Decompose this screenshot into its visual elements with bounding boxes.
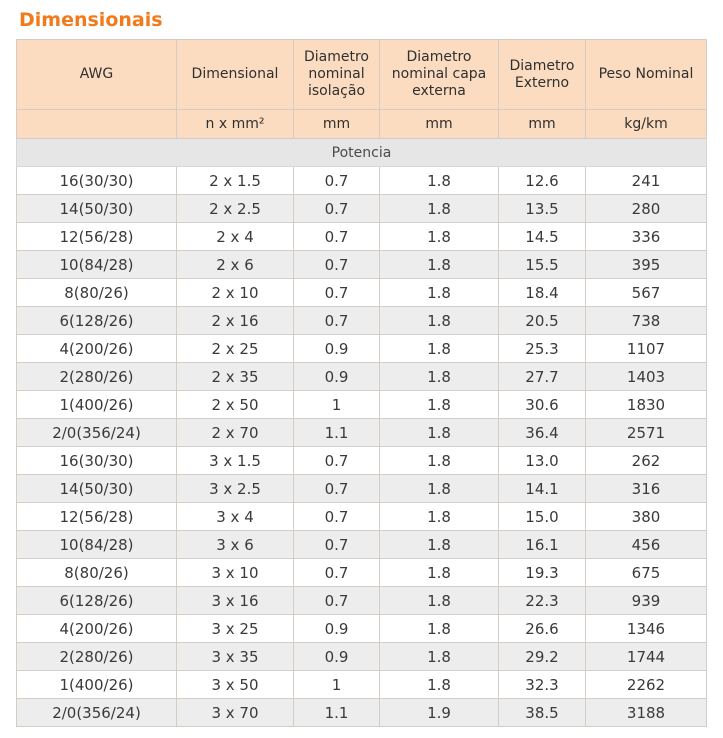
unit-diametro-externo: mm: [499, 110, 586, 139]
cell-awg: 16(30/30): [17, 167, 177, 195]
cell-peso-nominal: 1403: [586, 363, 707, 391]
cell-diametro-externo: 16.1: [499, 531, 586, 559]
cell-diametro-externo: 15.5: [499, 251, 586, 279]
table-row: [17, 503, 707, 531]
cell-awg: 1(400/26): [17, 391, 177, 419]
cell-diametro-isolacao: 0.7: [294, 251, 380, 279]
cell-diametro-capa: 1.8: [380, 391, 499, 419]
table-row: [17, 195, 707, 223]
cell-diametro-capa: 1.8: [380, 195, 499, 223]
cell-diametro-capa: 1.8: [380, 447, 499, 475]
cell-dimensional: 2 x 35: [177, 363, 294, 391]
cell-peso-nominal: 316: [586, 475, 707, 503]
cell-peso-nominal: 675: [586, 559, 707, 587]
units-row: [17, 110, 707, 139]
table-row: [17, 279, 707, 307]
table-header: [17, 40, 707, 139]
table-row: [17, 391, 707, 419]
cell-diametro-isolacao: 0.9: [294, 363, 380, 391]
table-row: [17, 223, 707, 251]
table-row: [17, 363, 707, 391]
dimensions-table: [16, 39, 707, 727]
header-awg: AWG: [17, 40, 177, 110]
cell-awg: 2/0(356/24): [17, 419, 177, 447]
cell-awg: 12(56/28): [17, 223, 177, 251]
cell-peso-nominal: 456: [586, 531, 707, 559]
cell-peso-nominal: 567: [586, 279, 707, 307]
cell-diametro-capa: 1.8: [380, 643, 499, 671]
header-peso-nominal: Peso Nominal: [586, 40, 707, 110]
cell-diametro-isolacao: 0.7: [294, 447, 380, 475]
cell-diametro-externo: 38.5: [499, 699, 586, 727]
cell-awg: 6(128/26): [17, 307, 177, 335]
table-row: [17, 559, 707, 587]
cell-peso-nominal: 939: [586, 587, 707, 615]
cell-diametro-externo: 15.0: [499, 503, 586, 531]
cell-diametro-isolacao: 0.9: [294, 335, 380, 363]
cell-diametro-isolacao: 0.7: [294, 559, 380, 587]
cell-diametro-capa: 1.8: [380, 335, 499, 363]
cell-diametro-capa: 1.8: [380, 587, 499, 615]
cell-awg: 12(56/28): [17, 503, 177, 531]
unit-awg: [17, 110, 177, 139]
cell-diametro-capa: 1.8: [380, 279, 499, 307]
cell-peso-nominal: 2262: [586, 671, 707, 699]
cell-awg: 10(84/28): [17, 251, 177, 279]
cell-diametro-isolacao: 0.7: [294, 307, 380, 335]
cell-diametro-isolacao: 0.7: [294, 503, 380, 531]
cell-diametro-isolacao: 0.7: [294, 587, 380, 615]
cell-diametro-externo: 22.3: [499, 587, 586, 615]
cell-dimensional: 2 x 25: [177, 335, 294, 363]
table-row: [17, 671, 707, 699]
cell-dimensional: 2 x 70: [177, 419, 294, 447]
cell-dimensional: 2 x 16: [177, 307, 294, 335]
cell-diametro-isolacao: 0.7: [294, 531, 380, 559]
cell-peso-nominal: 1830: [586, 391, 707, 419]
cell-peso-nominal: 241: [586, 167, 707, 195]
cell-dimensional: 3 x 10: [177, 559, 294, 587]
table-body: [17, 139, 707, 727]
section-row: [17, 139, 707, 167]
cell-awg: 10(84/28): [17, 531, 177, 559]
page-title: Dimensionais: [19, 9, 163, 31]
cell-diametro-capa: 1.8: [380, 671, 499, 699]
unit-peso-nominal: kg/km: [586, 110, 707, 139]
header-row: [17, 40, 707, 110]
table-row: [17, 531, 707, 559]
header-dimensional: Dimensional: [177, 40, 294, 110]
cell-diametro-capa: 1.8: [380, 615, 499, 643]
cell-diametro-isolacao: 0.7: [294, 167, 380, 195]
cell-peso-nominal: 3188: [586, 699, 707, 727]
cell-diametro-externo: 19.3: [499, 559, 586, 587]
cell-awg: 1(400/26): [17, 671, 177, 699]
header-diametro-isolacao: Diametro nominal isolação: [294, 40, 380, 110]
cell-diametro-externo: 14.1: [499, 475, 586, 503]
unit-dimensional: n x mm²: [177, 110, 294, 139]
header-diametro-capa: Diametro nominal capa externa: [380, 40, 499, 110]
cell-diametro-capa: 1.8: [380, 475, 499, 503]
cell-dimensional: 3 x 6: [177, 531, 294, 559]
cell-awg: 2(280/26): [17, 643, 177, 671]
cell-peso-nominal: 738: [586, 307, 707, 335]
cell-dimensional: 2 x 4: [177, 223, 294, 251]
cell-peso-nominal: 280: [586, 195, 707, 223]
cell-diametro-isolacao: 0.7: [294, 195, 380, 223]
cell-awg: 14(50/30): [17, 475, 177, 503]
cell-diametro-isolacao: 1: [294, 671, 380, 699]
cell-awg: 16(30/30): [17, 447, 177, 475]
table-row: [17, 335, 707, 363]
cell-peso-nominal: 2571: [586, 419, 707, 447]
cell-diametro-capa: 1.8: [380, 363, 499, 391]
unit-diametro-isolacao: mm: [294, 110, 380, 139]
cell-diametro-externo: 27.7: [499, 363, 586, 391]
cell-diametro-externo: 25.3: [499, 335, 586, 363]
cell-awg: 2(280/26): [17, 363, 177, 391]
cell-dimensional: 2 x 6: [177, 251, 294, 279]
cell-diametro-externo: 18.4: [499, 279, 586, 307]
table-row: [17, 587, 707, 615]
cell-awg: 14(50/30): [17, 195, 177, 223]
cell-diametro-externo: 13.5: [499, 195, 586, 223]
cell-diametro-externo: 26.6: [499, 615, 586, 643]
cell-dimensional: 2 x 10: [177, 279, 294, 307]
table-row: [17, 615, 707, 643]
cell-diametro-isolacao: 1: [294, 391, 380, 419]
unit-diametro-capa: mm: [380, 110, 499, 139]
cell-diametro-capa: 1.8: [380, 503, 499, 531]
table-row: [17, 167, 707, 195]
cell-diametro-externo: 29.2: [499, 643, 586, 671]
cell-dimensional: 3 x 2.5: [177, 475, 294, 503]
table-row: [17, 475, 707, 503]
cell-dimensional: 2 x 1.5: [177, 167, 294, 195]
cell-diametro-capa: 1.8: [380, 419, 499, 447]
cell-diametro-isolacao: 1.1: [294, 419, 380, 447]
cell-diametro-externo: 36.4: [499, 419, 586, 447]
cell-peso-nominal: 1107: [586, 335, 707, 363]
cell-diametro-isolacao: 0.9: [294, 643, 380, 671]
cell-awg: 4(200/26): [17, 335, 177, 363]
cell-dimensional: 3 x 16: [177, 587, 294, 615]
cell-dimensional: 3 x 70: [177, 699, 294, 727]
cell-dimensional: 2 x 50: [177, 391, 294, 419]
cell-diametro-isolacao: 1.1: [294, 699, 380, 727]
cell-dimensional: 3 x 1.5: [177, 447, 294, 475]
cell-dimensional: 3 x 35: [177, 643, 294, 671]
table-row: [17, 307, 707, 335]
table-row: [17, 643, 707, 671]
cell-peso-nominal: 262: [586, 447, 707, 475]
cell-diametro-externo: 32.3: [499, 671, 586, 699]
cell-awg: 8(80/26): [17, 279, 177, 307]
table-row: [17, 419, 707, 447]
cell-diametro-capa: 1.8: [380, 223, 499, 251]
cell-dimensional: 2 x 2.5: [177, 195, 294, 223]
cell-diametro-externo: 30.6: [499, 391, 586, 419]
cell-awg: 8(80/26): [17, 559, 177, 587]
table-row: [17, 251, 707, 279]
cell-diametro-isolacao: 0.9: [294, 615, 380, 643]
cell-peso-nominal: 395: [586, 251, 707, 279]
cell-diametro-externo: 13.0: [499, 447, 586, 475]
cell-diametro-capa: 1.9: [380, 699, 499, 727]
cell-dimensional: 3 x 4: [177, 503, 294, 531]
cell-peso-nominal: 380: [586, 503, 707, 531]
cell-diametro-capa: 1.8: [380, 307, 499, 335]
cell-diametro-externo: 12.6: [499, 167, 586, 195]
cell-peso-nominal: 1744: [586, 643, 707, 671]
cell-awg: 2/0(356/24): [17, 699, 177, 727]
cell-awg: 4(200/26): [17, 615, 177, 643]
cell-peso-nominal: 1346: [586, 615, 707, 643]
header-diametro-externo: Diametro Externo: [499, 40, 586, 110]
cell-diametro-capa: 1.8: [380, 167, 499, 195]
cell-peso-nominal: 336: [586, 223, 707, 251]
cell-diametro-externo: 20.5: [499, 307, 586, 335]
cell-awg: 6(128/26): [17, 587, 177, 615]
section-label: Potencia: [17, 139, 707, 167]
table-row: [17, 447, 707, 475]
cell-diametro-capa: 1.8: [380, 251, 499, 279]
cell-diametro-isolacao: 0.7: [294, 279, 380, 307]
cell-dimensional: 3 x 50: [177, 671, 294, 699]
cell-diametro-externo: 14.5: [499, 223, 586, 251]
cell-dimensional: 3 x 25: [177, 615, 294, 643]
table-row: [17, 699, 707, 727]
cell-diametro-capa: 1.8: [380, 531, 499, 559]
cell-diametro-capa: 1.8: [380, 559, 499, 587]
cell-diametro-isolacao: 0.7: [294, 475, 380, 503]
cell-diametro-isolacao: 0.7: [294, 223, 380, 251]
